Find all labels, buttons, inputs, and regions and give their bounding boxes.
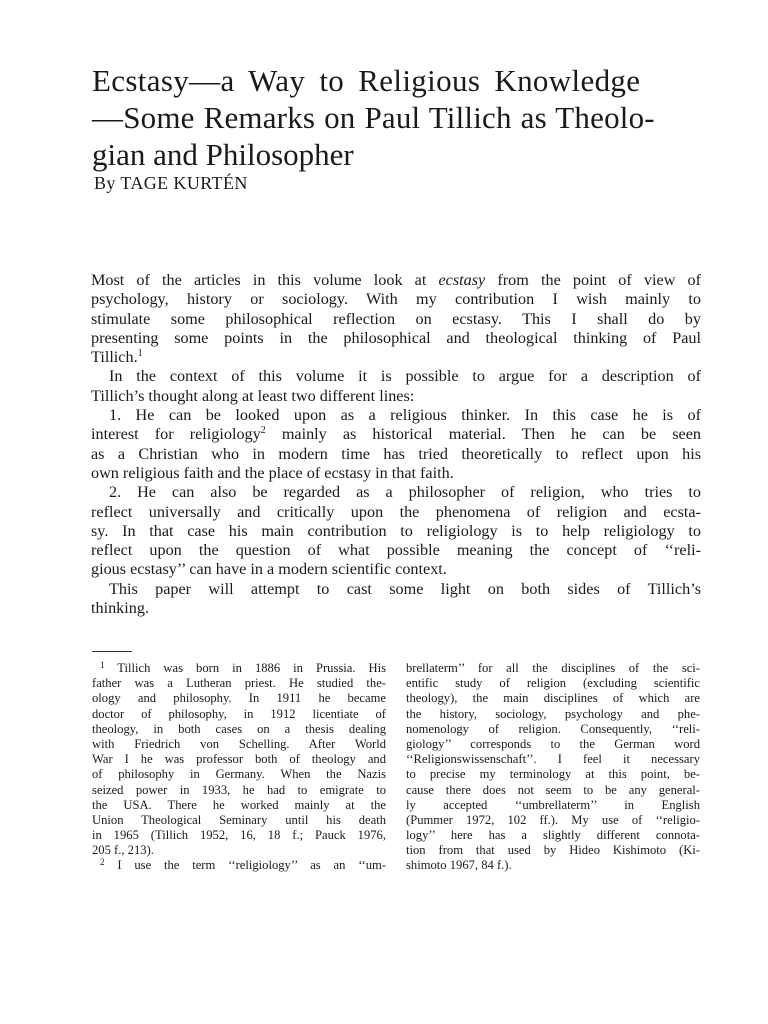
footnote-line: ‘‘Religionswissenschaft’’. I feel it necessary [406, 752, 700, 767]
text-line: psychology, history or sociology. With my contribution I wish mainly to [91, 290, 701, 309]
text-line: gious ecstasy’’ can have in a modern scientific context. [91, 560, 447, 579]
article-body [91, 271, 701, 618]
text-run: mainly as historical material. Then he can be seen [265, 425, 701, 444]
footnote-line: 205 f., 213). [92, 843, 154, 858]
text-line: reflect universally and critically upon the phenomena of religion and ecsta- [91, 502, 701, 521]
footnote-ref-2[interactable]: 2 [260, 425, 266, 437]
footnote-line: shimoto 1967, 84 f.). [406, 858, 512, 873]
footnote-line: doctor of philosophy, in 1912 licentiate of [92, 706, 386, 721]
author-byline [94, 172, 248, 194]
footnote-mark-2: 2 [100, 857, 105, 868]
text-run: Tillich was born in 1886 in Prussia. His [104, 661, 386, 675]
footnote-ref-1[interactable]: 1 [137, 348, 143, 360]
text-run: Tillich. [91, 348, 138, 367]
footnote-line: ology and philosophy. In 1911 he became [92, 691, 386, 706]
footnote-line: the USA. There he worked mainly at the [92, 797, 386, 812]
footnote-line: tion from that used by Hideo Kishimoto (Ki- [406, 843, 700, 858]
footnotes-right-column [406, 661, 700, 874]
footnote-line: cause there does not seem to be any general- [406, 782, 700, 797]
paragraph-conclusion [91, 580, 701, 619]
footnote-line: seized power in 1933, he had to emigrate to [92, 782, 386, 797]
paragraph-point-1 [91, 406, 701, 483]
footnote-line: logy’’ here has a slightly different connota- [406, 828, 700, 843]
text-line: In the context of this volume it is possible to argue for a description of [109, 367, 701, 386]
text-line [91, 271, 701, 290]
author-name: TAGE KURTÉN [120, 173, 248, 193]
emphasis-ecstasy: ecstasy [438, 271, 486, 289]
footnote-line: theology), the main disciplines of which are [406, 691, 700, 706]
paragraph-intro [91, 271, 701, 367]
text-line: own religious faith and the place of ecstasy in that faith. [91, 463, 454, 482]
text-line: as a Christian who in modern time has tried theoretically to reflect upon his [91, 444, 701, 463]
text-run: I use the term ‘‘religiology’’ as an ‘‘um- [104, 858, 386, 873]
footnote-line: with Friedrich von Schelling. After World [92, 736, 386, 751]
footnote-line: (Pummer 1972, 102 ff.). My use of ‘‘religio- [406, 812, 700, 827]
text-run: interest for religiology [91, 425, 261, 444]
footnote-line: nomenology of religion. Consequently, ‘‘reli- [406, 721, 700, 736]
footnote-line: theology, in both cases on a thesis dealing [92, 721, 386, 736]
footnote-divider [92, 651, 132, 652]
text-run: from the point of view of [485, 271, 702, 289]
footnote-line: of philosophy in Germany. When the Nazis [92, 767, 386, 782]
text-line: sy. In that case his main contribution to religiology is to help religiology to [91, 521, 701, 540]
footnote-line [92, 661, 386, 676]
text-line: 1. He can be looked upon as a religious thinker. In this case he is of [109, 406, 701, 425]
footnote-line: brellaterm’’ for all the disciplines of the sci- [406, 661, 700, 675]
paragraph-point-2 [91, 483, 701, 579]
text-line: This paper will attempt to cast some light on both sides of Tillich’s [109, 579, 701, 598]
footnote-line: War I he was professor both of theology and [92, 752, 386, 767]
article-title [92, 62, 702, 173]
text-line: thinking. [91, 599, 150, 618]
author-prefix: By [94, 173, 116, 193]
text-line [91, 348, 701, 367]
footnote-line: ly accepted ‘‘umbrellaterm’’ in English [406, 797, 700, 812]
title-line: gian and Philosopher [92, 137, 354, 172]
text-run: Most of the articles in this volume look at [91, 271, 439, 289]
text-line [91, 425, 701, 444]
title-line: —Some Remarks on Paul Tillich as Theolo- [92, 100, 655, 135]
title-line: Ecstasy—a Way to Religious Knowledge [92, 63, 641, 98]
footnote-line: in 1965 (Tillich 1952, 16, 18 f.; Pauck 1976, [92, 828, 386, 843]
text-line: stimulate some philosophical reflection on ecstasy. This I shall do by [91, 309, 701, 328]
text-line: Tillich’s thought along at least two different lines: [91, 386, 415, 405]
text-line: 2. He can also be regarded as a philosopher of religion, who tries to [109, 483, 701, 502]
footnote-line: giology’’ corresponds to the German word [406, 736, 700, 751]
footnote-line: Union Theological Seminary until his death [92, 812, 386, 827]
footnote-line: to precise my terminology at this point, be- [406, 767, 700, 782]
paragraph-context [91, 367, 701, 406]
text-line: reflect upon the question of what possible meaning the concept of ‘‘reli- [91, 541, 701, 560]
footnote-line: father was a Lutheran priest. He studied the- [92, 676, 386, 691]
footnote-line [92, 858, 386, 873]
footnote-line: entific study of religion (excluding scientific [406, 676, 700, 691]
footnotes-left-column [92, 661, 386, 874]
text-line: presenting some points in the philosophical and theological thinking of Paul [91, 328, 701, 347]
footnote-mark-1: 1 [100, 660, 105, 670]
footnote-line: the history, sociology, psychology and phe- [406, 706, 700, 721]
